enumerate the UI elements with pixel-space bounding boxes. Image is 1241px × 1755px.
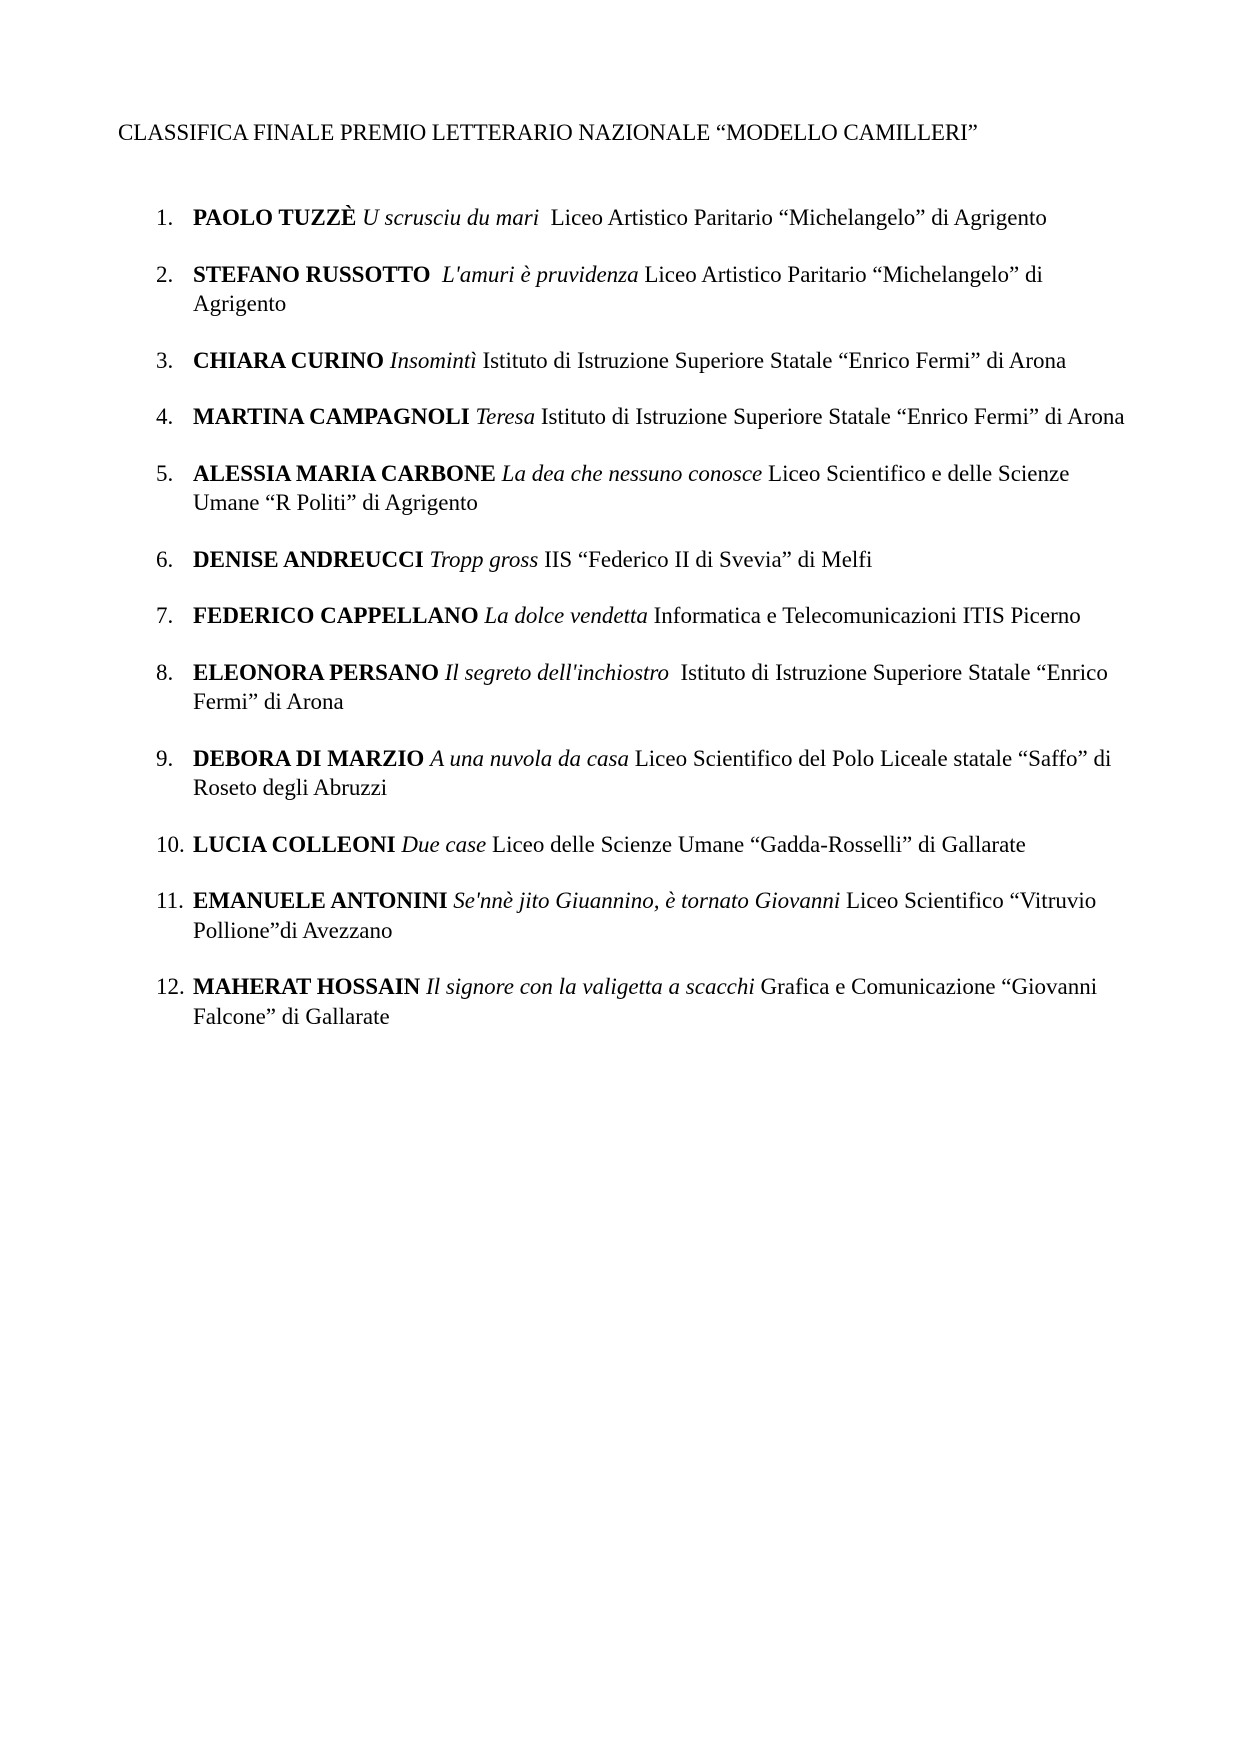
entry-school: Liceo Artistico Paritario “Michelangelo” di Agrigento: [550, 205, 1047, 230]
entry-rank: 12.: [156, 974, 185, 999]
entry-school: Liceo Scientifico e delle Scienze Umane “R Politi” di Agrigento: [193, 460, 1070, 515]
entry-work: Insomintì: [389, 347, 477, 373]
entry-author: DENISE ANDREUCCI: [193, 546, 424, 572]
entry-author: MAHERAT HOSSAIN: [193, 974, 421, 999]
entry-work: La dolce vendetta: [484, 603, 648, 628]
entry-rank: 1.: [156, 205, 174, 230]
entry-text: [193, 658, 1133, 717]
ranking-entry: [0, 972, 1241, 1031]
ranking-entry: [0, 545, 1241, 575]
ranking-entry: [0, 402, 1241, 432]
entry-work: Tropp gross: [429, 546, 539, 572]
ranking-entry: [0, 886, 1241, 945]
entry-work: La dea che nessuno conosce: [501, 460, 763, 486]
ranking-entry: [0, 203, 1241, 233]
entry-rank: 4.: [156, 404, 174, 429]
document-title: CLASSIFICA FINALE PREMIO LETTERARIO NAZIONALE “MODELLO CAMILLERI”: [118, 120, 978, 145]
entry-text: [193, 601, 1133, 631]
ranking-entry: [0, 830, 1241, 860]
entry-author: FEDERICO CAPPELLANO: [193, 603, 479, 628]
entry-text: [193, 459, 1133, 518]
entry-rank: 2.: [156, 261, 174, 287]
entry-text: [193, 203, 1133, 233]
entry-author: PAOLO TUZZÈ: [193, 205, 357, 230]
entry-text: [193, 830, 1133, 860]
entry-school: IIS “Federico II di Svevia” di Melfi: [544, 546, 873, 572]
entry-school: Liceo Scientifico “Vitruvio Pollione”di Avezzano: [193, 888, 1097, 943]
entry-author: CHIARA CURINO: [193, 347, 385, 373]
entry-rank: 6.: [156, 546, 174, 572]
entry-work: Due case: [401, 831, 487, 857]
entry-text: [193, 886, 1133, 945]
entry-rank: 10.: [156, 831, 185, 857]
entry-work: Se'nnè jito Giuannino, è tornato Giovanni: [453, 888, 841, 913]
entry-text: [193, 972, 1133, 1031]
entry-text: [193, 744, 1133, 803]
ranking-entry: [0, 601, 1241, 631]
entry-rank: 8.: [156, 659, 174, 685]
entry-work: L'amuri è pruvidenza: [442, 261, 639, 287]
entry-school: Istituto di Istruzione Superiore Statale “Enrico Fermi” di Arona: [193, 659, 1108, 714]
entry-work: Teresa: [475, 404, 536, 429]
entry-work: Il signore con la valigetta a scacchi: [426, 974, 755, 999]
entry-author: ALESSIA MARIA CARBONE: [193, 460, 496, 486]
entry-rank: 9.: [156, 745, 174, 771]
entry-work: U scrusciu du mari: [362, 205, 540, 230]
entry-school: Istituto di Istruzione Superiore Statale “Enrico Fermi” di Arona: [482, 347, 1067, 373]
entry-work: A una nuvola da casa: [430, 745, 629, 771]
entry-text: [193, 346, 1133, 376]
ranking-list: [0, 203, 1241, 1058]
entry-author: ELEONORA PERSANO: [193, 659, 440, 685]
entry-text: [193, 545, 1133, 575]
entry-author: DEBORA DI MARZIO: [193, 745, 425, 771]
entry-school: Istituto di Istruzione Superiore Statale “Enrico Fermi” di Arona: [540, 404, 1125, 429]
entry-text: [193, 260, 1133, 319]
entry-school: Liceo Artistico Paritario “Michelangelo” di Agrigento: [193, 261, 1043, 316]
ranking-entry: [0, 744, 1241, 803]
entry-school: Liceo Scientifico del Polo Liceale statale “Saffo” di Roseto degli Abruzzi: [193, 745, 1112, 800]
entry-school: Liceo delle Scienze Umane “Gadda-Rosselli” di Gallarate: [492, 831, 1026, 857]
entry-school: Grafica e Comunicazione “Giovanni Falcone” di Gallarate: [193, 974, 1098, 1029]
entry-rank: 7.: [156, 603, 174, 628]
entry-rank: 5.: [156, 460, 174, 486]
entry-author: LUCIA COLLEONI: [193, 831, 396, 857]
ranking-entry: [0, 260, 1241, 319]
ranking-entry: [0, 346, 1241, 376]
entry-author: STEFANO RUSSOTTO: [193, 261, 431, 287]
entry-author: MARTINA CAMPAGNOLI: [193, 404, 470, 429]
entry-rank: 11.: [156, 888, 184, 913]
ranking-entry: [0, 658, 1241, 717]
entry-work: Il segreto dell'inchiostro: [444, 659, 670, 685]
entry-rank: 3.: [156, 347, 174, 373]
entry-school: Informatica e Telecomunicazioni ITIS Picerno: [653, 603, 1081, 628]
ranking-entry: [0, 459, 1241, 518]
entry-text: [193, 402, 1133, 432]
entry-author: EMANUELE ANTONINI: [193, 888, 448, 913]
